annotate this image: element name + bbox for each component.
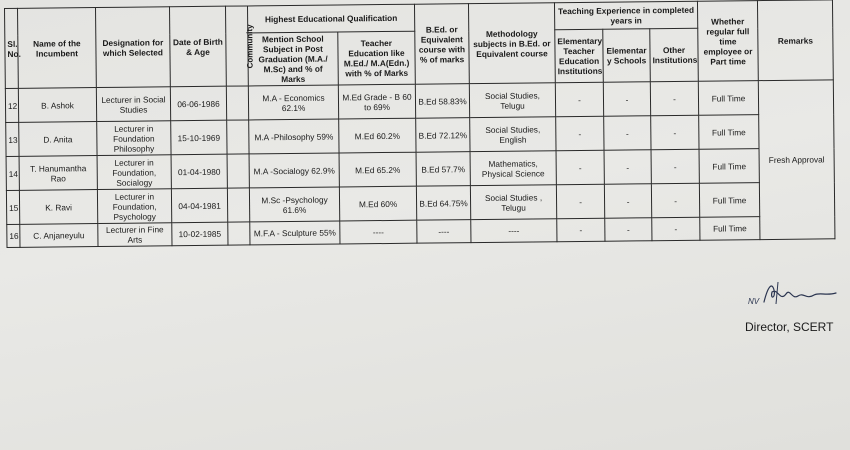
cell-designation: Lecturer in Social Studies (96, 87, 170, 122)
header-dob: Date of Birth & Age (169, 6, 226, 87)
header-row-1 (5, 0, 833, 35)
cell-exp-other: - (651, 183, 699, 218)
cell-community (227, 154, 249, 188)
cell-bed: B.Ed 58.83% (415, 84, 469, 119)
cell-exp-elem-schools: - (604, 150, 651, 184)
cell-name: K. Ravi (19, 190, 97, 225)
staff-qualification-table (4, 0, 835, 248)
cell-sl: 12 (5, 88, 18, 122)
cell-community (227, 120, 249, 154)
cell-teacher-edu: M.Ed 65.2% (339, 152, 416, 187)
cell-exp-elem-teacher: - (556, 116, 604, 151)
cell-name: B. Ashok (18, 88, 96, 123)
header-teacher-education: Teacher Education like M.Ed./ M.A(Edn.) with % of Marks (338, 31, 416, 85)
cell-methodology: Mathematics, Physical Science (470, 151, 556, 186)
cell-remarks: Fresh Approval (758, 80, 835, 240)
cell-dob: 10-02-1985 (172, 222, 228, 246)
cell-exp-elem-teacher: - (556, 184, 604, 219)
cell-pg: M.A - Economics 62.1% (248, 85, 338, 120)
cell-sl: 14 (6, 156, 19, 190)
header-regular: Whether regular full time employee or Part time (697, 1, 758, 82)
cell-designation: Lecturer in Fine Arts (98, 223, 172, 247)
cell-bed: ---- (417, 220, 471, 244)
cell-designation: Lecturer in Foundation, Socialogy (97, 155, 171, 190)
cell-bed: B.Ed 72.12% (416, 118, 470, 153)
cell-teacher-edu: M.Ed 60.2% (339, 118, 416, 153)
cell-regular: Full Time (699, 115, 759, 150)
cell-regular: Full Time (700, 217, 760, 241)
cell-dob: 04-04-1981 (171, 188, 227, 223)
cell-sl: 15 (6, 190, 19, 224)
cell-methodology: Social Studies , Telugu (470, 185, 556, 220)
cell-regular: Full Time (698, 81, 758, 116)
cell-dob: 06-06-1986 (170, 86, 226, 121)
header-sl-no: Sl. No. (5, 8, 19, 88)
header-highest-qualification: Highest Educational Qualification (247, 4, 414, 33)
cell-exp-other: - (650, 81, 698, 116)
cell-community (227, 188, 249, 222)
cell-exp-other: - (652, 217, 700, 241)
cell-regular: Full Time (699, 183, 759, 218)
cell-teacher-edu: M.Ed Grade - B 60 to 69% (338, 84, 415, 119)
cell-community (228, 222, 250, 245)
header-methodology: Methodology subjects in B.Ed. or Equivalent course (468, 3, 555, 84)
cell-sl: 16 (7, 224, 20, 247)
header-teaching-experience: Teaching Experience in completed years in (554, 1, 697, 29)
cell-dob: 01-04-1980 (171, 154, 227, 189)
cell-name: C. Anjaneyulu (20, 224, 98, 248)
cell-exp-elem-teacher: - (557, 218, 605, 242)
cell-exp-elem-teacher: - (555, 82, 603, 117)
cell-dob: 15-10-1969 (171, 120, 227, 155)
header-name: Name of the Incumbent (18, 8, 97, 89)
cell-exp-elem-schools: - (605, 218, 652, 241)
cell-methodology: Social Studies, Telugu (469, 83, 555, 118)
cell-designation: Lecturer in Foundation, Psychology (97, 189, 171, 224)
header-remarks: Remarks (757, 0, 833, 81)
cell-methodology: ---- (471, 219, 557, 243)
cell-name: D. Anita (19, 122, 97, 157)
cell-teacher-edu: ---- (340, 220, 417, 244)
cell-designation: Lecturer in Foundation Philosophy (97, 121, 171, 156)
header-bed: B.Ed. or Equivalent course with % of marks (414, 4, 469, 85)
director-title: Director, SCERT (745, 320, 834, 334)
cell-pg: M.F.A - Sculpture 55% (250, 221, 340, 245)
cell-pg: M.Sc -Psychology 61.6% (249, 187, 339, 222)
cell-name: T. Hanumantha Rao (19, 156, 97, 191)
cell-bed: B.Ed 57.7% (416, 152, 470, 187)
header-elementary-teacher-inst: Elementary Teacher Education Institutions (555, 29, 604, 82)
header-designation: Designation for which Selected (96, 7, 171, 88)
cell-pg: M.A -Philosophy 59% (249, 119, 339, 154)
cell-exp-elem-schools: - (604, 184, 651, 218)
header-community (225, 6, 255, 86)
signature-initials: NV (748, 297, 760, 306)
cell-exp-other: - (651, 115, 699, 150)
cell-exp-elem-teacher: - (556, 150, 604, 185)
cell-regular: Full Time (699, 149, 759, 184)
header-mention-subject: Mention School Subject in Post Graduation (M.A./ M.Sc) and % of Marks (248, 32, 339, 86)
cell-pg: M.A -Socialogy 62.9% (249, 153, 339, 188)
header-elementary-schools: Elementar y Schools (603, 29, 651, 82)
cell-methodology: Social Studies, English (470, 117, 556, 152)
cell-teacher-edu: M.Ed 60% (339, 186, 416, 221)
cell-community (226, 86, 248, 120)
cell-sl: 13 (6, 122, 19, 156)
cell-bed: B.Ed 64.75% (416, 186, 470, 221)
cell-exp-other: - (651, 149, 699, 184)
header-other-institutions: Other Institutions (650, 28, 699, 81)
header-community-text: Community (245, 24, 255, 69)
handwritten-signature (748, 278, 838, 308)
cell-exp-elem-schools: - (603, 82, 650, 116)
cell-exp-elem-schools: - (604, 116, 651, 150)
